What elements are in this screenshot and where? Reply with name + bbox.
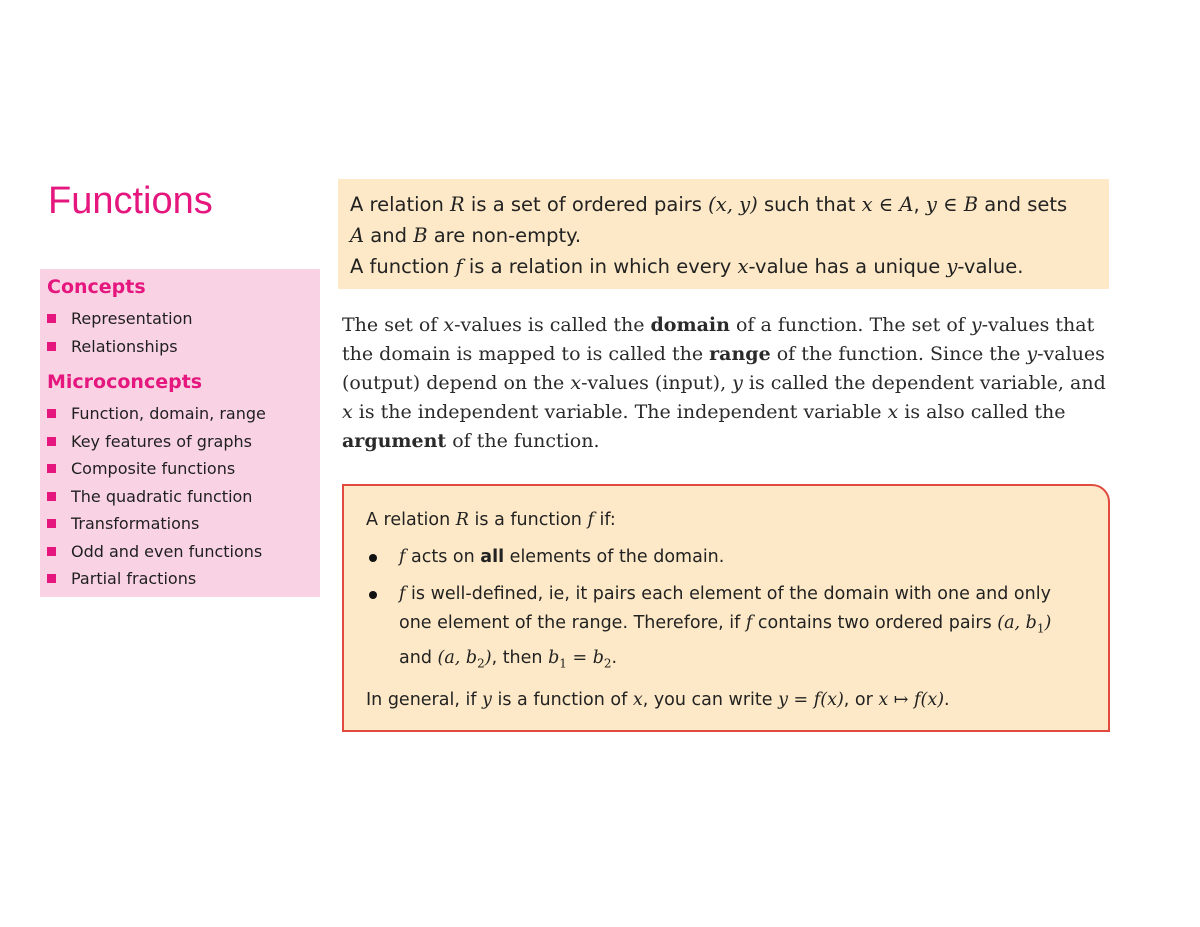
bullet-square-icon — [47, 547, 56, 556]
bullet-dot-icon — [369, 591, 377, 599]
domain-range-paragraph: The set of x-values is called the domain of a function. The set of y-values that the domain is mapped to is called the range of the function. Since the y-values (output) depend on the x-values (input), y is called the dependent variable, and x is the independent variable. The independent variable x is also called the argument of the function. — [342, 314, 1106, 452]
list-item: Key features of graphs — [47, 428, 320, 456]
function-intro: A relation R is a function f if: — [366, 510, 616, 530]
definition-line-1: A relation R is a set of ordered pairs (x, y) such that x ∈ A, y ∈ B and sets — [350, 193, 1068, 216]
function-conditions-list — [366, 543, 1086, 678]
list-item: Transformations — [47, 510, 320, 538]
bullet-square-icon — [47, 492, 56, 501]
definition-line-2: A and B are non-empty. — [350, 224, 582, 247]
function-general-note: In general, if y is a function of x, you can write y = f(x), or x ↦ f(x). — [366, 690, 950, 710]
bullet-square-icon — [47, 574, 56, 583]
concepts-sidebar — [40, 269, 320, 597]
bullet-square-icon — [47, 437, 56, 446]
relation-definition-box — [338, 179, 1109, 289]
list-item: Function, domain, range — [47, 400, 320, 428]
bullet-square-icon — [47, 314, 56, 323]
list-item: f is well-defined, ie, it pairs each element of the domain with one and only one element of the range. Therefore, if f contains two ordered pairs (a, $b_1$) and (a, $b_2$), then $b_1 = b_2$. — [366, 580, 1086, 678]
function-conditions-box — [342, 484, 1110, 732]
bullet-square-icon — [47, 464, 56, 473]
microconcepts-heading: Microconcepts — [47, 371, 203, 393]
list-item: Representation — [47, 305, 320, 333]
concepts-list — [47, 305, 320, 360]
concepts-heading: Concepts — [47, 276, 146, 298]
microconcepts-list — [47, 400, 320, 593]
page-title: Functions — [48, 180, 213, 222]
bullet-square-icon — [47, 409, 56, 418]
bullet-dot-icon — [369, 554, 377, 562]
list-item: Composite functions — [47, 455, 320, 483]
list-item: Partial fractions — [47, 565, 320, 593]
bullet-square-icon — [47, 519, 56, 528]
definition-line-3: A function f is a relation in which every x-value has a unique y-value. — [350, 255, 1024, 278]
list-item: Odd and even functions — [47, 538, 320, 566]
list-item: The quadratic function — [47, 483, 320, 511]
bullet-square-icon — [47, 342, 56, 351]
list-item: f acts on all elements of the domain. — [366, 543, 1086, 572]
list-item: Relationships — [47, 333, 320, 361]
